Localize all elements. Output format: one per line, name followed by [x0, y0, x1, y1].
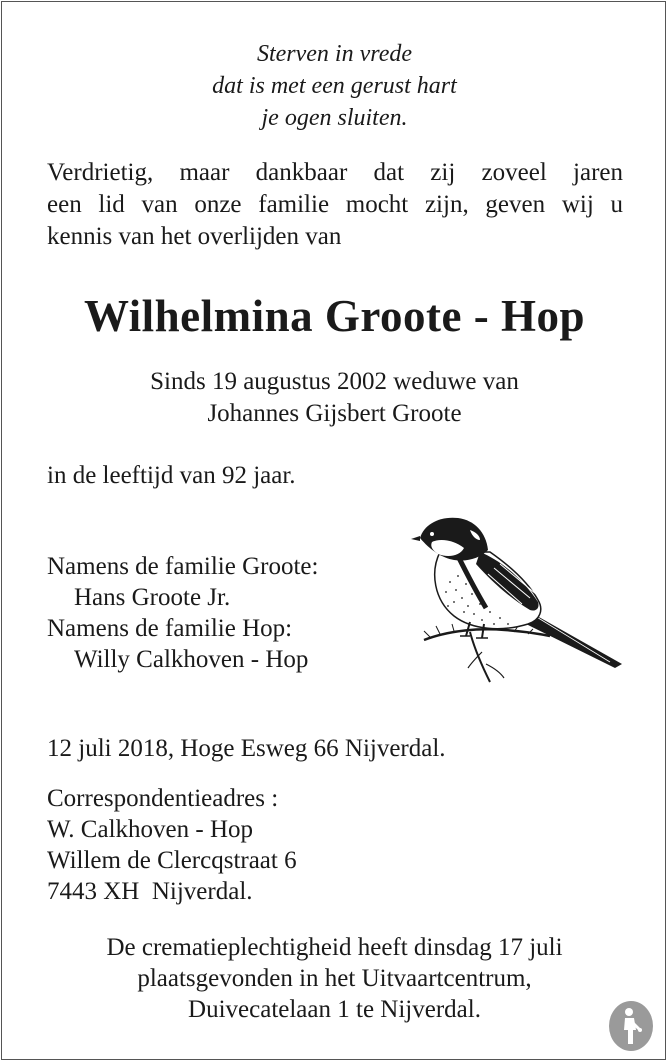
family-person-1: Hans Groote Jr.	[74, 584, 231, 611]
poem-line-2: dat is met een gerust hart	[212, 73, 457, 99]
family-person-2: Willy Calkhoven - Hop	[74, 646, 309, 673]
family-label-2: Namens de familie Hop:	[47, 615, 293, 642]
widow-line-1: Sinds 19 augustus 2002 weduwe van	[150, 368, 519, 395]
ceremony-statement	[0, 932, 669, 1025]
address-label: Correspondentieadres :	[47, 785, 279, 812]
widow-line-2: Johannes Gijsbert Groote	[207, 400, 462, 427]
address-city: 7443 XH Nijverdal.	[47, 878, 253, 905]
publisher-logo-icon	[607, 1000, 655, 1052]
bird-illustration	[410, 512, 625, 692]
intro-line-3: kennis van het overlijden van	[47, 223, 342, 250]
date-and-address: 12 juli 2018, Hoge Esweg 66 Nijverdal.	[47, 735, 446, 762]
family-signatures	[47, 551, 318, 675]
poem-line-1: Sterven in vrede	[256, 41, 413, 67]
address-street: Willem de Clercqstraat 6	[47, 847, 297, 874]
age-statement: in de leeftijd van 92 jaar.	[47, 462, 296, 489]
family-label-1: Namens de familie Groote:	[47, 553, 319, 580]
intro-line-1: Verdrietig, maar dankbaar dat zij zoveel jaren	[47, 159, 623, 186]
address-name: W. Calkhoven - Hop	[47, 816, 253, 843]
intro-line-2: een lid van onze familie mocht zijn, geven wij u	[47, 191, 623, 218]
widow-statement	[0, 366, 669, 430]
poem-line-3: je ogen sluiten.	[261, 105, 408, 131]
ceremony-line-1: De crematieplechtigheid heeft dinsdag 17 juli	[106, 934, 563, 961]
intro-paragraph	[47, 157, 623, 253]
deceased-name: Wilhelmina Groote - Hop	[83, 291, 586, 341]
ceremony-line-3: Duivecatelaan 1 te Nijverdal.	[188, 996, 481, 1023]
correspondence-address	[47, 783, 297, 907]
ceremony-line-2: plaatsgevonden in het Uitvaartcentrum,	[137, 965, 532, 992]
poem	[0, 38, 669, 134]
